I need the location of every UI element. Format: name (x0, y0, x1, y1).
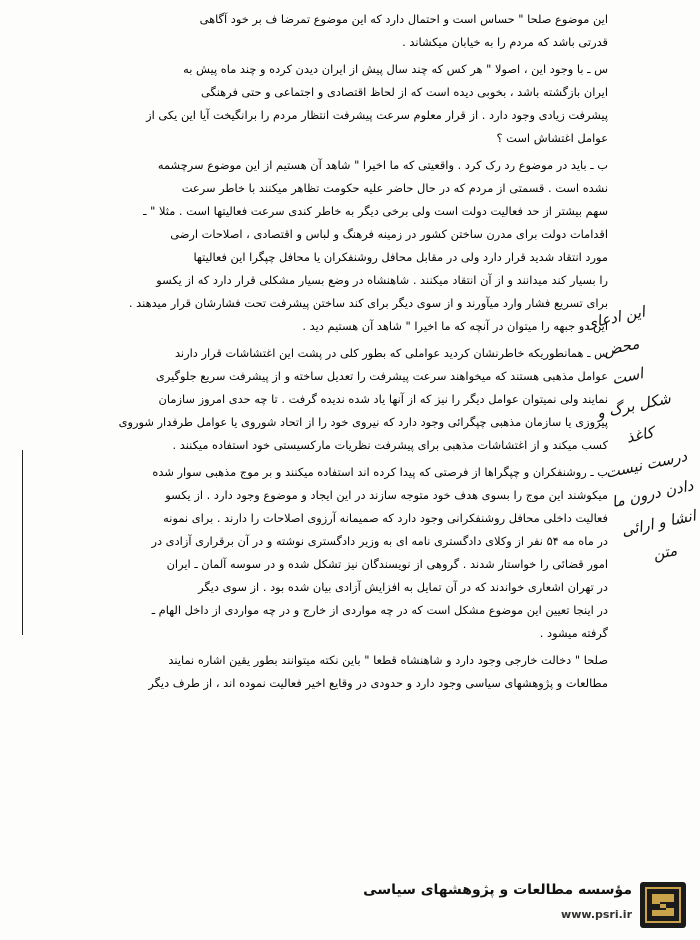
text-line: در ماه مه ۵۴ نفر از وکلای دادگستری نامه ای به وزیر دادگستری نوشته و در آن برقراری آزادی در (151, 534, 608, 548)
text-line: قدرتی باشد که مردم را به خیابان میکشاند . (402, 35, 608, 49)
text-line: س ـ با وجود این ، اصولا " هر کس که چند سال پیش از ایران دیدن کرده و چند ماه پیش به (183, 62, 608, 76)
text-line: فعالیت داخلی محافل روشنفکرانی وجود دارد که صمیمانه آرزوی اصلاحات را دارند . برای نمونه (163, 511, 608, 525)
paragraph (8, 58, 608, 150)
footer-watermark (360, 878, 690, 936)
paragraph (8, 461, 608, 645)
paragraph (8, 342, 608, 457)
text-line: در اینجا تعیین این موضوع مشکل است که در چه مواردی از خارج و در چه مواردی از داخل الهام ـ (151, 603, 608, 617)
text-line: برای تسریع فشار وارد میآورند و از سوی دیگر برای کند ساختن پیشرفت تحت فشارشان قرار میدهند . (128, 296, 608, 310)
text-line: در تهران اشعاری خواندند که در آن تمایل به افزایش آزادی بیان شده بود . از سوی دیگر (198, 580, 608, 594)
text-line: میکوشند این موج را بسوی هدف خود متوجه سازند در این ایجاد و موضوع وجود دارد . از یکسو (165, 488, 608, 502)
text-line: صلحا " دخالت خارجی وجود دارد و شاهنشاه قطعا " باین نکته میتوانند بطور یقین اشاره نمایند (168, 653, 608, 667)
text-line: کسب میکند و از اغتشاشات مذهبی برای پیشرفت نظریات مارکسیستی خود استفاده میکنند . (172, 438, 608, 452)
text-line: پیروزی یا سازمان مذهبی چپگرائی وجود دارد که نیروی خود را از اتحاد شوروی یا عوامل طرفدار شوروی (118, 415, 608, 429)
text-line: ایران بازگشته باشد ، بخوبی دیده است که از لحاظ اقتصادی و اجتماعی و حتی فرهنگی (200, 85, 608, 99)
text-line: را بسیار کند میدانند و از آن انتقاد میکنند . شاهنشاه در وضع بسیار مشکلی قرار دارد که از یکسو (156, 273, 608, 287)
margin-note-line: انشا و ارائی متن (619, 506, 698, 564)
text-line: مورد انتقاد شدید قرار دارد ولی در مقابل محافل روشنفکران یا محافل چپگرا این فعالیتها (193, 250, 608, 264)
text-line: ب ـ باید در موضوع رد رک کرد . واقعیتی که ما اخیرا " شاهد آن هستیم از این موضوع سرچشمه (157, 158, 608, 172)
text-line: امور قضائی را خواستار شدند . گروهی از نویسندگان نیز تشکل شده و در سوسه آلمان ـ ایران (166, 557, 608, 571)
text-line: این موضوع صلحا " حساس است و احتمال دارد که این موضوع تمرضا ف بر خود آگاهی (199, 12, 608, 26)
text-line: این دو جبهه را میتوان در آنچه که ما اخیرا " شاهد آن هستیم دید . (302, 319, 608, 333)
margin-note-line: است (610, 364, 645, 389)
org-name: مؤسسه مطالعات و پژوهشهای سیاسی (363, 882, 632, 898)
psri-logo-icon (640, 882, 686, 928)
margin-note-line: درست نیست (603, 446, 689, 482)
text-line: سهم بیشتر از حد فعالیت دولت است ولی برخی دیگر به خاطر کندی سرعت فعالیتها است . مثلا " ـ (143, 204, 608, 218)
text-line: عوامل اغتشاش است ؟ (496, 131, 608, 145)
margin-note-line: دادن درون ما (610, 476, 695, 512)
text-line: مطالعات و پژوهشهای سیاسی وجود دارد و حدودی در وقایع اخیر فعالیت نموده اند ، از طرف دیگر (148, 676, 608, 690)
text-line: س ـ همانطوریکه خاطرنشان کردید عواملی که بطور کلی در پشت این اغتشاشات قرار دارند (174, 346, 608, 360)
text-line: نشده است . قسمتی از مردم که در حال حاضر علیه حکومت تظاهر میکنند با خاطر سرعت (181, 181, 608, 195)
text-line: اقدامات دولت برای مدرن ساختن کشور در زمینه فرهنگ و لباس و اقتصادی ، اصلاحات ارضی (170, 227, 608, 241)
text-line: ب ـ روشنفکران و چپگراها از فرصتی که پیدا کرده اند استفاده میکنند و بر موج مذهبی سوار شده (152, 465, 608, 479)
margin-note-line: این ادعای محض (583, 302, 647, 360)
paragraph (8, 649, 608, 695)
text-line: پیشرفت زیادی وجود دارد . از قرار معلوم سرعت پیشرفت انتظار مردم را برانگیخت آیا این یکی از (146, 108, 608, 122)
typed-text (8, 8, 608, 699)
text-line: نمایند ولی نمیتوان عوامل دیگر را نیز که از آنها یاد شده ندیده گرفت . تا چه حدی امروز سازمان (158, 392, 608, 406)
paragraph (8, 154, 608, 338)
org-url: www.psri.ir (561, 908, 632, 921)
text-line: گرفته میشود . (539, 626, 608, 640)
margin-bracket (22, 450, 27, 635)
margin-note-line: شکل برگ و کاغذ (595, 389, 673, 447)
text-line: عوامل مذهبی هستند که میخواهند سرعت پیشرفت را تعدیل ساخته و از پیشرفت سریع جلوگیری (155, 369, 608, 383)
paragraph (8, 8, 608, 54)
